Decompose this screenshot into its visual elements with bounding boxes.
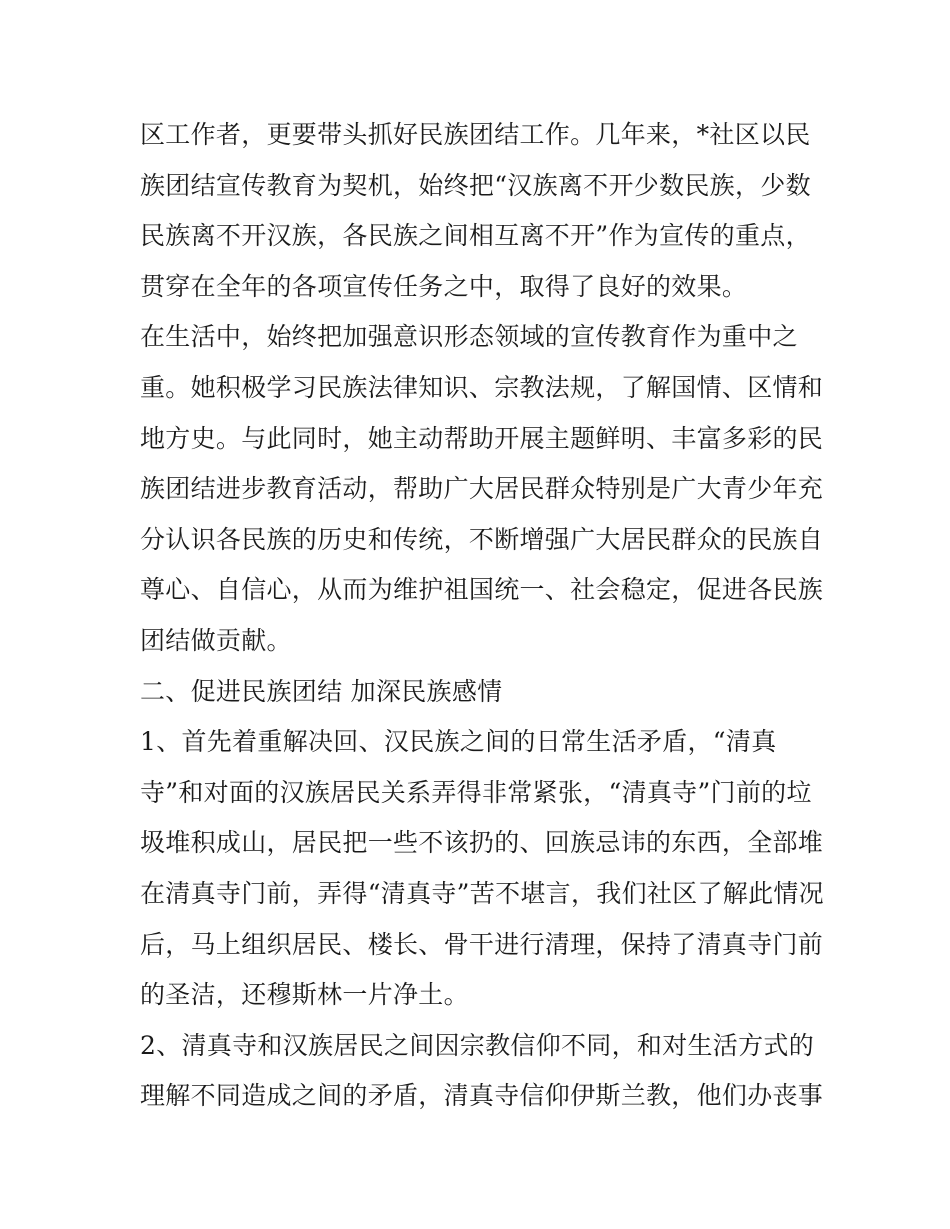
text-line: 圾堆积成山，居民把一些不该扔的、回族忌讳的东西，全部堆 [140, 828, 824, 858]
text-line: 1、首先着重解决回、汉民族之间的日常生活矛盾，“清真 [140, 727, 777, 757]
text-line: 族团结宣传教育为契机，始终把“汉族离不开少数民族，少数 [140, 170, 811, 200]
body-text [140, 110, 824, 1122]
text-line: 尊心、自信心，从而为维护祖国统一、社会稳定，促进各民族 [140, 575, 824, 605]
text-line: 在生活中，始终把加强意识形态领域的宣传教育作为重中之 [140, 322, 798, 352]
text-line: 的圣洁，还穆斯林一片净土。 [140, 980, 469, 1010]
text-line: 地方史。与此同时，她主动帮助开展主题鲜明、丰富多彩的民 [140, 423, 824, 453]
text-line: 团结做贡献。 [140, 625, 292, 655]
text-line: 后，马上组织居民、楼长、骨干进行清理，保持了清真寺门前 [140, 929, 824, 959]
text-line: 理解不同造成之间的矛盾，清真寺信仰伊斯兰教，他们办丧事 [140, 1081, 824, 1111]
text-line: 重。她积极学习民族法律知识、宗教法规，了解国情、区情和 [140, 372, 824, 402]
text-line: 寺”和对面的汉族居民关系弄得非常紧张，“清真寺”门前的垃 [140, 777, 812, 807]
text-line: 在清真寺门前，弄得“清真寺”苦不堪言，我们社区了解此情况 [140, 878, 824, 908]
text-line: 分认识各民族的历史和传统，不断增强广大居民群众的民族自 [140, 524, 824, 554]
text-line: 区工作者，更要带头抓好民族团结工作。几年来，*社区以民 [140, 120, 811, 149]
section-heading: 二、促进民族团结 加深民族感情 [140, 676, 503, 706]
text-line: 族团结进步教育活动，帮助广大居民群众特别是广大青少年充 [140, 474, 824, 504]
text-line: 贯穿在全年的各项宣传任务之中，取得了良好的效果。 [140, 271, 748, 301]
text-line: 2、清真寺和汉族居民之间因宗教信仰不同，和对生活方式的 [140, 1030, 815, 1060]
text-line: 民族离不开汉族，各民族之间相互离不开”作为宣传的重点， [140, 221, 811, 251]
